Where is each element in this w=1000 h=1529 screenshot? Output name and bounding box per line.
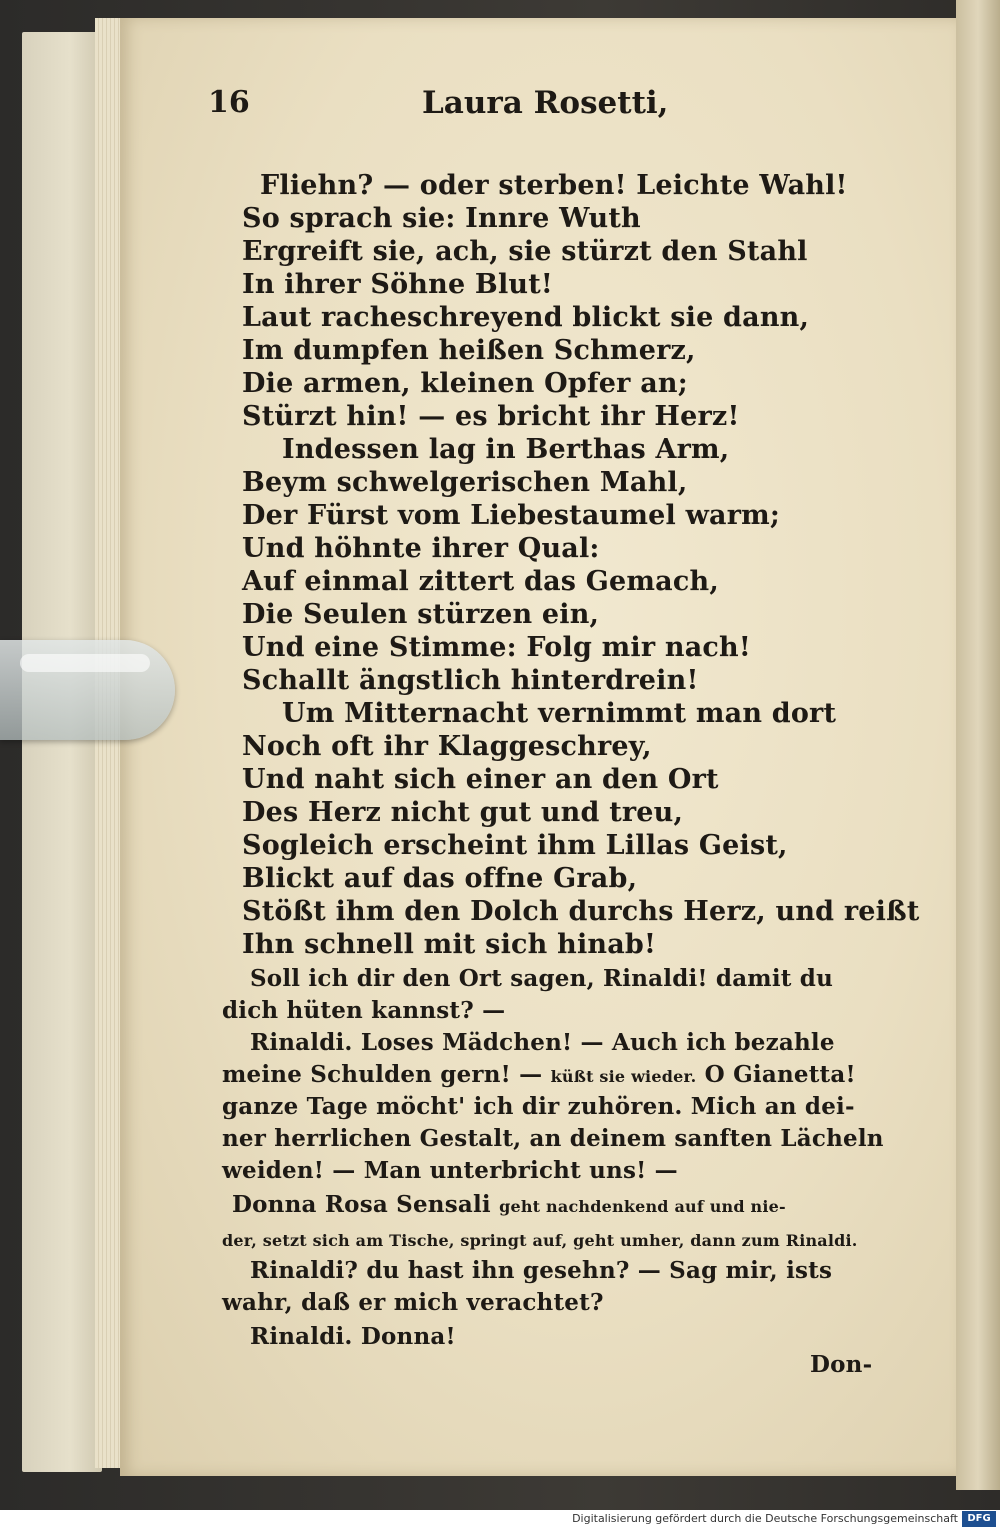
page-text [200,85,920,1378]
verse-line: Und höhnte ihrer Qual: [242,533,600,564]
verse-line: Stürzt hin! — es bricht ihr Herz! [242,401,740,432]
speaker-line: Rinaldi. Donna! [250,1323,456,1350]
stage-direction: küßt sie wieder. [550,1067,697,1086]
verse-line: Im dumpfen heißen Schmerz, [242,335,696,366]
stage-direction-line [222,1225,858,1252]
verse-line: Ihn schnell mit sich hinab! [242,929,657,960]
prose-text: meine Schulden gern! — [222,1061,543,1088]
verse-line: Auf einmal zittert das Gemach, [242,566,719,597]
prose-line: Soll ich dir den Ort sagen, Rinaldi! damit du [250,965,834,992]
book-back-cover [22,32,102,1472]
stage-direction: der, setzt sich am Tische, springt auf, geht umher, dann zum Rinaldi. [222,1231,858,1250]
verse-line: Noch oft ihr Klaggeschrey, [242,731,652,762]
verse-line: So sprach sie: Innre Wuth [242,203,641,234]
speaker-name: Donna Rosa Sensali [232,1191,491,1218]
footer-bar [0,1510,1000,1529]
running-title: Laura Rosetti, [422,85,669,121]
verse-line: Laut racheschreyend blickt sie dann, [242,302,810,333]
catchword: Don- [810,1351,873,1378]
verse-line: Sogleich erscheint ihm Lillas Geist, [242,830,788,861]
speaker-line [232,1191,786,1218]
verse-line: Und naht sich einer an den Ort [242,764,719,795]
page-number: 16 [208,85,250,120]
verse-line: Stößt ihm den Dolch durchs Herz, und reißt [242,896,920,927]
verse-line: Die Seulen stürzen ein, [242,599,600,630]
speaker-line: Rinaldi. Loses Mädchen! — Auch ich bezahle [250,1029,835,1056]
verse-line: Indessen lag in Berthas Arm, [282,434,730,465]
verse-line: Des Herz nicht gut und treu, [242,797,684,828]
prose-line: wahr, daß er mich verachtet? [222,1289,604,1316]
verse-line: Und eine Stimme: Folg mir nach! [242,632,751,663]
prose-line: weiden! — Man unterbricht uns! — [222,1157,678,1184]
verse-line: Der Fürst vom Liebestaumel warm; [242,500,781,531]
facing-page-edge [956,0,1000,1490]
verse-line: Blickt auf das offne Grab, [242,863,638,894]
prose-line: dich hüten kannst? — [222,997,506,1024]
verse-line: Beym schwelgerischen Mahl, [242,467,688,498]
verse-line: In ihrer Söhne Blut! [242,269,553,300]
stage-direction: geht nachdenkend auf und nie- [499,1197,786,1216]
verse-line: Fliehn? — oder sterben! Leichte Wahl! [260,170,848,201]
prose-line: Rinaldi? du hast ihn gesehn? — Sag mir, ists [250,1257,833,1284]
verse-line: Ergreift sie, ach, sie stürzt den Stahl [242,236,808,267]
verse-line: Die armen, kleinen Opfer an; [242,368,688,399]
page-weight-shine [20,654,150,672]
dfg-logo: DFG [962,1511,996,1527]
prose-line: ganze Tage möcht' ich dir zuhören. Mich an dei- [222,1093,855,1120]
funding-credit: Digitalisierung gefördert durch die Deutsche Forschungsgemeinschaft [572,1512,958,1525]
page-header [200,85,890,135]
verse-line: Um Mitternacht vernimmt man dort [282,698,837,729]
prose-text: O Gianetta! [704,1061,856,1088]
glass-page-weight [0,640,175,740]
verse-line: Schallt ängstlich hinterdrein! [242,665,699,696]
prose-line [222,1061,856,1088]
prose-line: ner herrlichen Gestalt, an deinem sanften Lächeln [222,1125,884,1152]
